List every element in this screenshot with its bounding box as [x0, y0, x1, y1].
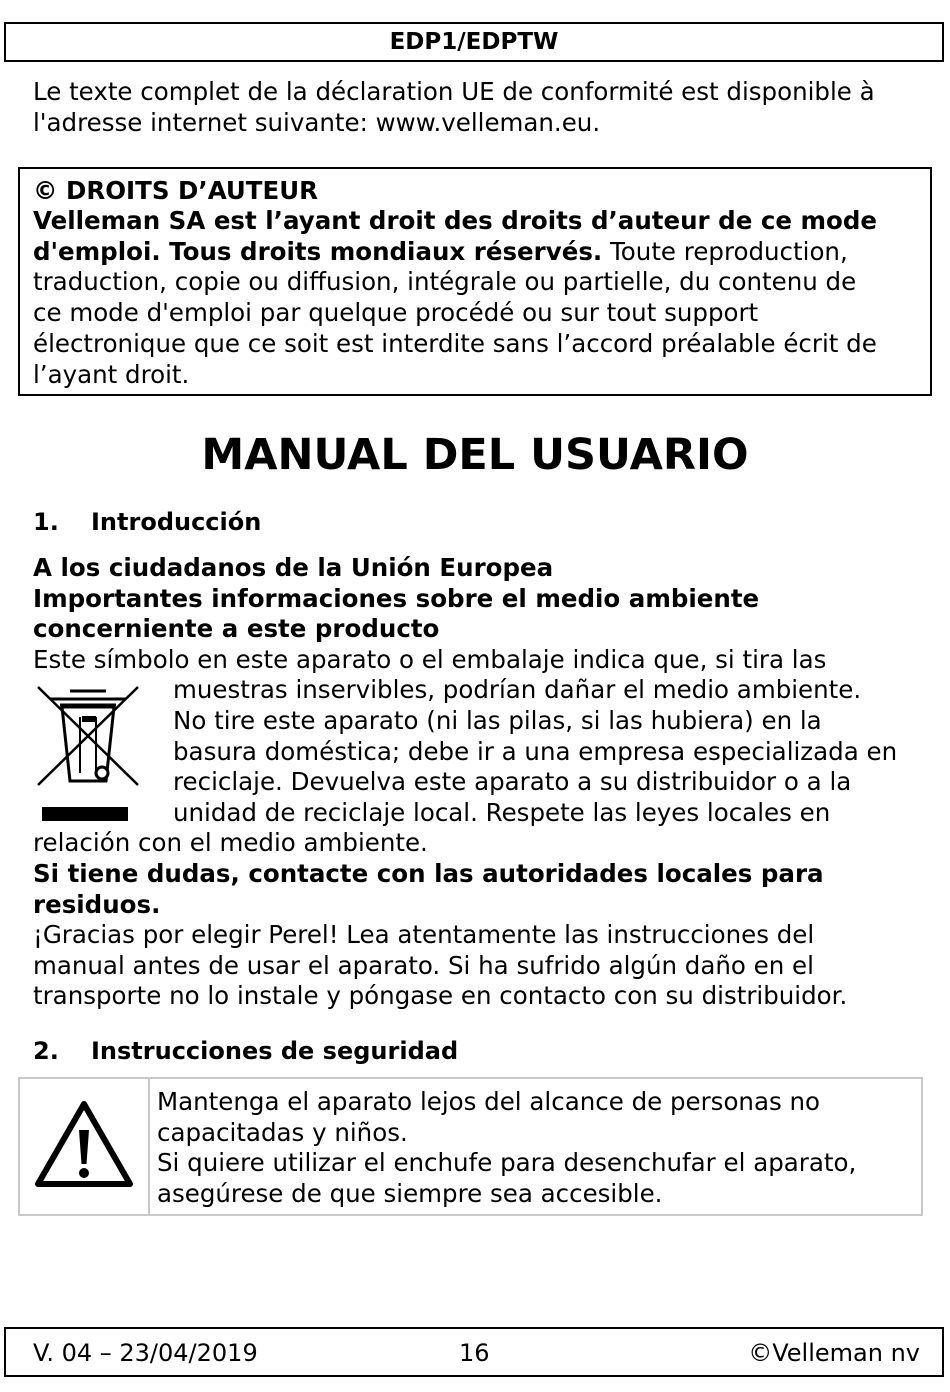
section-2-number: 2.	[33, 1037, 59, 1065]
copyright-heading: © DROITS D’AUTEUR	[33, 176, 319, 205]
thanks-line-1: ¡Gracias por elegir Perel! Lea atentamente las instrucciones del	[33, 920, 815, 949]
symbol-wrap-line-1: muestras inservibles, podrían dañar el medio ambiente.	[173, 675, 862, 704]
declaration-line-1: Le texte complet de la déclaration UE de conformité est disponible à	[33, 77, 875, 106]
warning-line-4: asegúrese de que siempre sea accesible.	[157, 1179, 663, 1208]
footer-page-number: 16	[459, 1339, 490, 1367]
safety-table-divider	[148, 1077, 150, 1216]
section-2-title: Instrucciones de seguridad	[91, 1037, 459, 1065]
footer-version: V. 04 – 23/04/2019	[33, 1339, 258, 1367]
copyright-line-6: l’ayant droit.	[33, 360, 190, 389]
copyright-bold-line-1: Velleman SA est l’ayant droit des droits d’auteur de ce mode	[33, 206, 878, 235]
section-1-heading	[33, 507, 261, 537]
footer-company: ©Velleman nv	[748, 1339, 920, 1367]
symbol-wrap-line-5: unidad de reciclaje local. Respete las leyes locales en	[173, 798, 831, 827]
copyright-rest-line-2: Toute reproduction,	[602, 237, 848, 266]
doubt-line-1: Si tiene dudas, contacte con las autoridades locales para	[33, 859, 824, 888]
copyright-line-3: traduction, copie ou diffusion, intégrale ou partielle, du contenu de	[33, 267, 857, 296]
eu-heading-line-2: Importantes informaciones sobre el medio ambiente	[33, 584, 760, 613]
doubt-line-2: residuos.	[33, 890, 161, 919]
document-header	[4, 22, 944, 62]
main-title: MANUAL DEL USUARIO	[201, 430, 749, 480]
symbol-last-line: relación con el medio ambiente.	[33, 828, 428, 857]
warning-line-3: Si quiere utilizar el enchufe para desenchufar el aparato,	[157, 1148, 857, 1177]
copyright-line-2	[33, 237, 848, 268]
eu-heading-line-1: A los ciudadanos de la Unión Europea	[33, 553, 554, 582]
section-1-number: 1.	[33, 508, 59, 536]
thanks-line-3: transporte no lo instale y póngase en contacto con su distribuidor.	[33, 981, 848, 1010]
warning-triangle-icon	[33, 1098, 135, 1190]
thanks-line-2: manual antes de usar el aparato. Si ha sufrido algún daño en el	[33, 951, 814, 980]
symbol-wrap-line-4: reciclaje. Devuelva este aparato a su distribuidor o a la	[173, 767, 852, 796]
symbol-line: Este símbolo en este aparato o el embalaje indica que, si tira las	[33, 645, 827, 674]
copyright-line-4: ce mode d'emploi par quelque procédé ou sur tout support	[33, 298, 759, 327]
copyright-bold-line-2: d'emploi. Tous droits mondiaux réservés.	[33, 237, 603, 266]
warning-line-1: Mantenga el aparato lejos del alcance de personas no	[157, 1087, 821, 1116]
symbol-wrap-line-3: basura doméstica; debe ir a una empresa especializada en	[173, 737, 898, 766]
section-2-heading	[33, 1036, 458, 1066]
declaration-line-2: l'adresse internet suivante: www.velleman.eu.	[33, 108, 601, 137]
weee-bin-icon	[34, 683, 142, 825]
eu-heading-line-3: concerniente a este producto	[33, 614, 440, 643]
copyright-line-5: électronique que ce soit est interdite sans l’accord préalable écrit de	[33, 329, 877, 358]
warning-line-2: capacitadas y niños.	[157, 1118, 408, 1147]
section-1-title: Introducción	[91, 508, 262, 536]
model-title: EDP1/EDPTW	[389, 29, 559, 55]
symbol-wrap-line-2: No tire este aparato (ni las pilas, si las hubiera) en la	[173, 706, 822, 735]
